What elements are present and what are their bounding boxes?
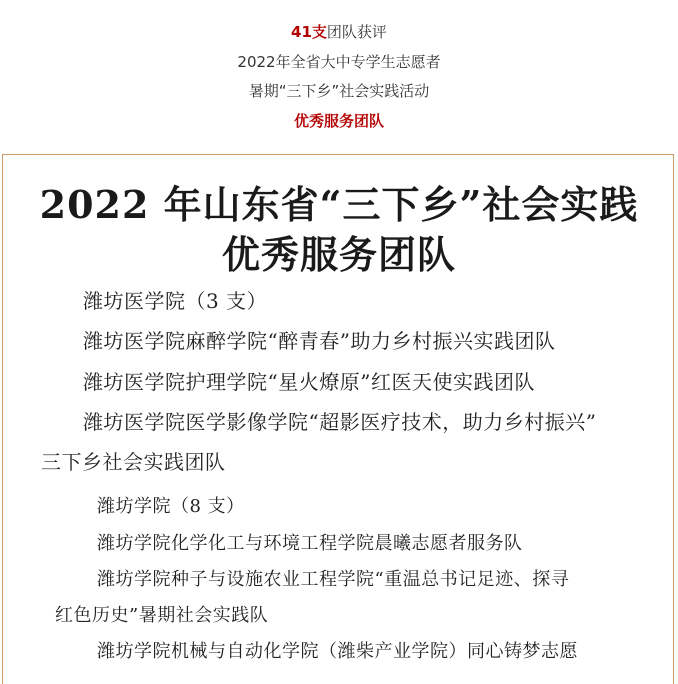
list-item: 潍坊学院种子与设施农业工程学院“重温总书记足迹、探寻	[97, 569, 570, 590]
team-count: 41支	[291, 23, 327, 41]
header-line-3: 暑期“三下乡”社会实践活动	[248, 82, 430, 100]
list-item: 潍坊学院化学化工与环境工程学院晨曦志愿者服务队	[97, 533, 523, 554]
document-title-line-2: 优秀服务团队	[221, 232, 456, 277]
list-item: 潍坊医学院医学影像学院“超影医疗技术，助力乡村振兴”	[83, 410, 597, 434]
header-line-4: 优秀服务团队	[293, 112, 384, 130]
list-item: 潍坊学院机械与自动化学院（潍柴产业学院）同心铸梦志愿	[97, 641, 578, 662]
list-item-continuation: 三下乡社会实践团队	[41, 450, 226, 474]
section-heading-weifang-university: 潍坊学院（8 支）	[97, 496, 245, 517]
document-title-line-1: 2022 年山东省“三下乡”社会实践	[39, 182, 639, 227]
section-heading-weifang-medical: 潍坊医学院（3 支）	[83, 289, 268, 313]
document-image	[2, 154, 674, 684]
header-line-1	[0, 22, 678, 42]
list-item: 潍坊医学院护理学院“星火燎原”红医天使实践团队	[83, 370, 535, 394]
header-line-1-text: 团队获评	[326, 23, 387, 41]
header-line-2: 2022年全省大中专学生志愿者	[237, 53, 441, 71]
list-item-continuation: 红色历史”暑期社会实践队	[55, 605, 269, 626]
list-item: 潍坊医学院麻醉学院“醉青春”助力乡村振兴实践团队	[83, 329, 556, 353]
